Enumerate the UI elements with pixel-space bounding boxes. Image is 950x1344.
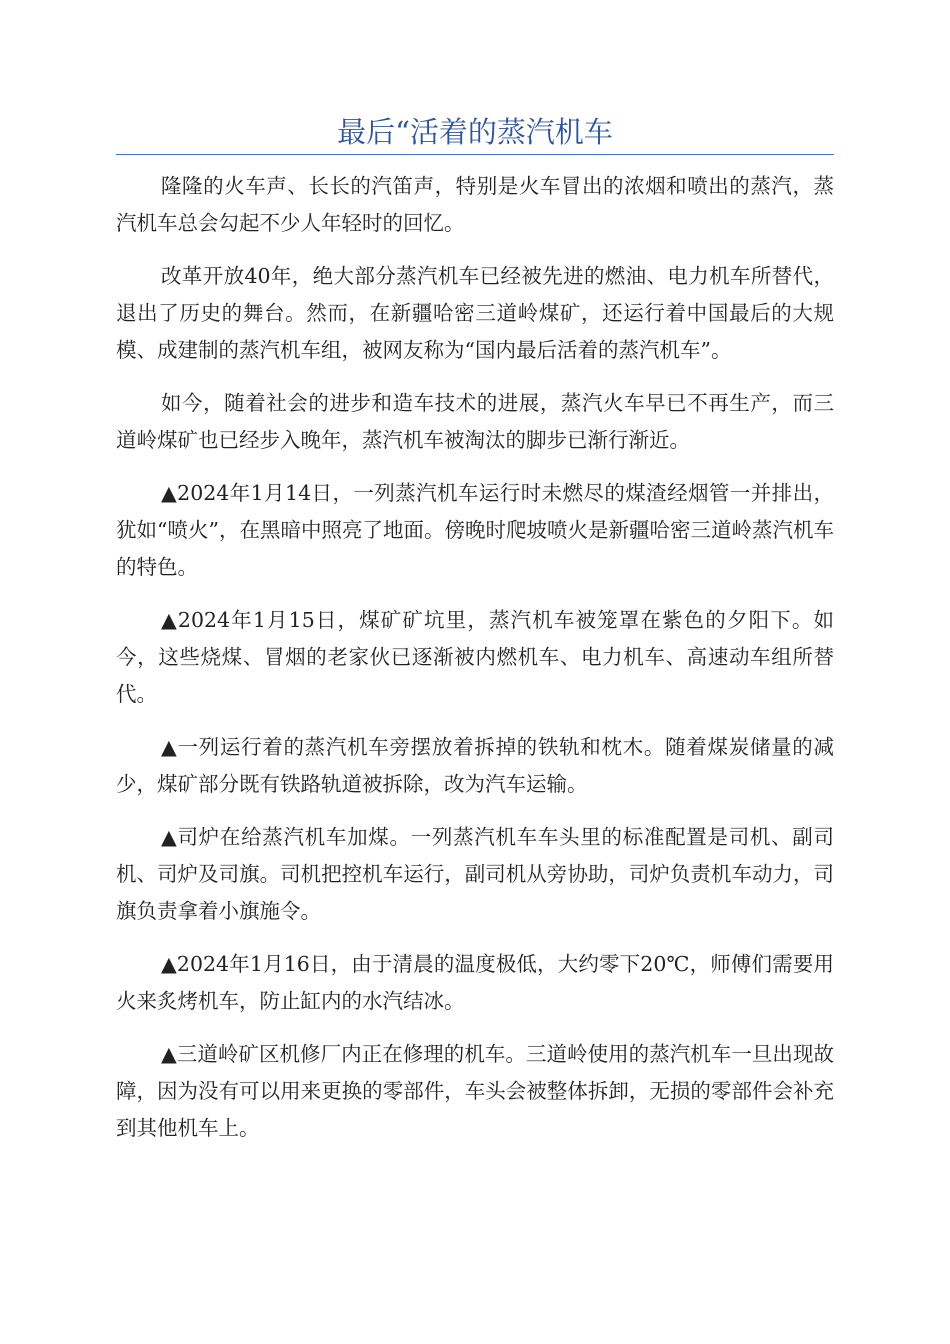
caption-jan-16: ▲2024年1月16日，由于清晨的温度极低，大约零下20℃，师傅们需要用火来炙烤机车，防止缸内的水汽结冰。 <box>116 952 834 1013</box>
caption-jan-14: ▲2024年1月14日，一列蒸汽机车运行时未燃尽的煤渣经烟管一并排出，犹如“喷火”，在黑暗中照亮了地面。傍晚时爬坡喷火是新疆哈密三道岭蒸汽机车的特色。 <box>116 481 834 579</box>
caption-stoker: ▲司炉在给蒸汽机车加煤。一列蒸汽机车车头里的标准配置是司机、副司机、司炉及司旗。司机把控机车运行，副司机从旁协助，司炉负责机车动力，司旗负责拿着小旗施令。 <box>116 825 834 923</box>
caption-jan-15: ▲2024年1月15日，煤矿矿坑里，蒸汽机车被笼罩在紫色的夕阳下。如今，这些烧煤、冒烟的老家伙已逐渐被内燃机车、电力机车、高速动车组所替代。 <box>116 608 834 706</box>
title-underline <box>116 154 834 155</box>
paragraph-reform: 改革开放40年，绝大部分蒸汽机车已经被先进的燃油、电力机车所替代，退出了历史的舞台。然而，在新疆哈密三道岭煤矿，还运行着中国最后的大规模、成建制的蒸汽机车组，被网友称为“国内最后活着的蒸汽机车”。 <box>116 264 834 362</box>
document-body <box>116 168 834 1163</box>
paragraph-intro: 隆隆的火车声、长长的汽笛声，特别是火车冒出的浓烟和喷出的蒸汽，蒸汽机车总会勾起不少人年轻时的回忆。 <box>116 174 834 235</box>
caption-repair-shop: ▲三道岭矿区机修厂内正在修理的机车。三道岭使用的蒸汽机车一旦出现故障，因为没有可以用来更换的零部件，车头会被整体拆卸，无损的零部件会补充到其他机车上。 <box>116 1042 834 1140</box>
caption-rails: ▲一列运行着的蒸汽机车旁摆放着拆掉的铁轨和枕木。随着煤炭储量的减少，煤矿部分既有铁路轨道被拆除，改为汽车运输。 <box>116 735 834 796</box>
paragraph-decline: 如今，随着社会的进步和造车技术的进展，蒸汽火车早已不再生产，而三道岭煤矿也已经步入晚年，蒸汽机车被淘汰的脚步已渐行渐近。 <box>116 391 834 452</box>
document-title: 最后“活着的蒸汽机车 <box>337 115 613 149</box>
